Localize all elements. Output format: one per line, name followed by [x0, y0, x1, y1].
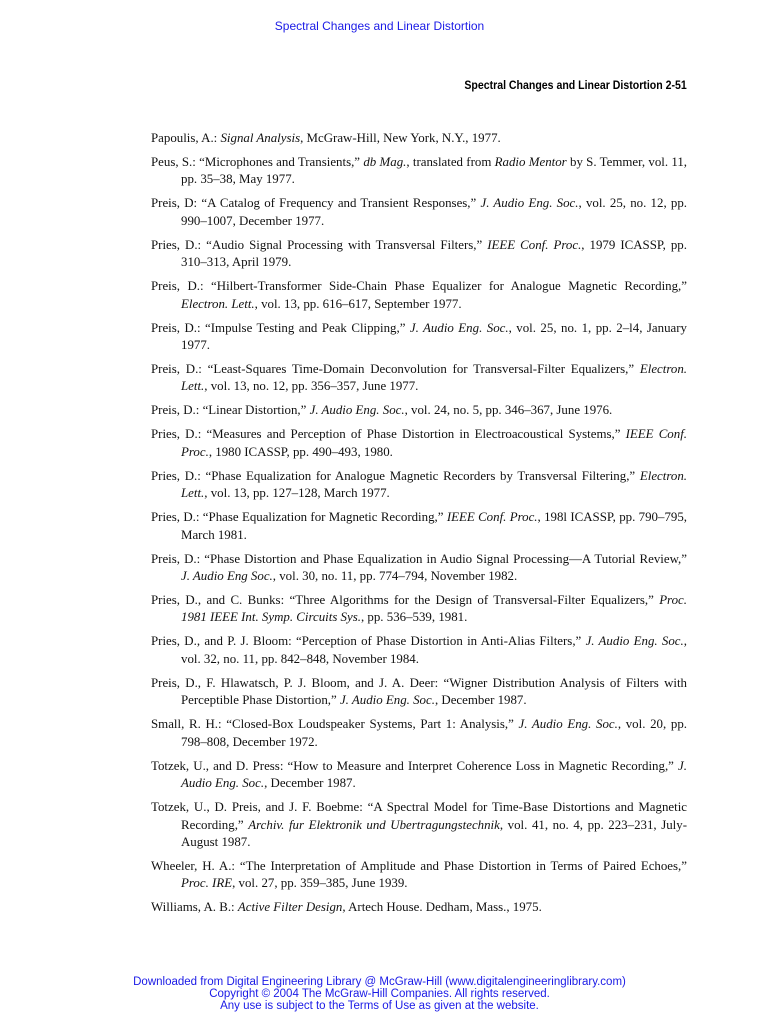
- reference-source-title: J. Audio Eng. Soc.: [409, 320, 509, 335]
- running-head: Spectral Changes and Linear Distortion 2-51: [464, 78, 687, 92]
- reference-text: , translated from: [406, 155, 495, 169]
- reference-item: [151, 237, 687, 272]
- reference-source-title: J. Audio Eng. Soc.: [339, 693, 435, 708]
- reference-item: [151, 154, 687, 189]
- reference-source-title: IEEE Conf. Proc.: [446, 510, 538, 525]
- reference-item: [151, 758, 687, 793]
- reference-text: Preis, D.: “Linear Distortion,”: [151, 403, 310, 418]
- reference-item: [151, 195, 687, 230]
- reference-text: , vol. 13, pp. 616–617, September 1977.: [254, 296, 462, 311]
- reference-item: [151, 592, 687, 627]
- reference-text: Pries, D.: “Audio Signal Processing with Transversal Filters,”: [151, 237, 488, 252]
- reference-source-title: J. Audio Eng Soc.: [181, 569, 273, 584]
- reference-source-title: Archiv. fur Elektronik und Ubertragungstechnik: [248, 817, 500, 832]
- reference-text: , vol. 25, no. 12, pp. 990–1007, December 1977.: [181, 196, 688, 228]
- reference-source-title: J. Audio Eng. Soc.: [480, 196, 579, 211]
- footer-copyright: Copyright © 2004 The McGraw-Hill Companies. All rights reserved.: [209, 988, 550, 1000]
- reference-item: [151, 899, 687, 916]
- reference-source-title: J. Audio Eng. Soc.: [585, 634, 684, 649]
- reference-source-title: J. Audio Eng. Soc.: [518, 717, 618, 732]
- reference-text: Wheeler, H. A.: “The Interpretation of Amplitude and Phase Distortion in Terms of Paired Echoes,”: [151, 858, 687, 873]
- footer-terms-link[interactable]: Any use is subject to the Terms of Use as given at the website.: [220, 1000, 539, 1012]
- reference-text: , vol. 13, no. 12, pp. 356–357, June 1977.: [204, 379, 419, 394]
- reference-source-title: J. Audio Eng. Soc.: [181, 758, 687, 791]
- reference-text: Preis, D.: “Phase Distortion and Phase Equalization in Audio Signal Processing—A Tutorial Review,”: [151, 551, 687, 566]
- reference-source-title: Electron. Lett.: [181, 296, 255, 311]
- reference-source-title: IEEE Conf. Proc.: [181, 427, 688, 459]
- reference-item: [151, 426, 687, 461]
- reference-text: , McGraw-Hill, New York, N.Y., 1977.: [300, 131, 501, 145]
- reference-text: , vol. 27, pp. 359–385, June 1939.: [232, 876, 408, 891]
- reference-source-title: Proc. IRE: [181, 876, 233, 891]
- reference-source-title: IEEE Conf. Proc.: [487, 237, 582, 252]
- reference-text: Papoulis, A.:: [151, 131, 221, 145]
- reference-text: , vol. 30, no. 11, pp. 774–794, November 1982.: [272, 569, 518, 584]
- reference-text: Preis, D: “A Catalog of Frequency and Transient Responses,”: [151, 196, 481, 211]
- header-link[interactable]: Spectral Changes and Linear Distortion: [274, 19, 485, 33]
- reference-text: , vol. 32, no. 11, pp. 842–848, November 1984.: [181, 634, 687, 666]
- footer-download-link[interactable]: Downloaded from Digital Engineering Library @ McGraw-Hill (www.digitalengineeringlibrary.com): [133, 976, 626, 988]
- reference-item: [151, 633, 687, 668]
- reference-text: Preis, D., F. Hlawatsch, P. J. Bloom, and J. A. Deer: “Wigner Distribution Analysis of Filters with Perceptible Phase Distortion,”: [151, 675, 687, 708]
- reference-list: [151, 130, 687, 923]
- reference-text: Pries, D.: “Phase Equalization for Analogue Magnetic Recorders by Transversal Filtering,”: [151, 468, 640, 483]
- reference-text: , December 1987.: [264, 776, 356, 791]
- footer: [0, 976, 759, 1012]
- reference-source-title: db Mag.: [363, 155, 407, 169]
- reference-text: Pries, D.: “Phase Equalization for Magnetic Recording,”: [151, 510, 447, 525]
- reference-text: , vol. 41, no. 4, pp. 223–231, July-August 1987.: [181, 817, 687, 849]
- reference-text: , vol. 25, no. 1, pp. 2–l4, January 1977.: [181, 320, 687, 353]
- reference-source-title: Proc. 1981 IEEE Int. Symp. Circuits Sys.: [181, 593, 687, 625]
- reference-source-title: J. Audio Eng. Soc.: [309, 403, 405, 418]
- reference-item: [151, 320, 687, 355]
- reference-text: Preis, D.: “Impulse Testing and Peak Clipping,”: [151, 320, 410, 335]
- reference-text: by S. Temmer, vol. 11, pp. 35–38, May 1977.: [181, 155, 688, 187]
- reference-text: Preis, D.: “Hilbert-Transformer Side-Chain Phase Equalizer for Analogue Magnetic Recording,”: [151, 279, 687, 294]
- reference-item: [151, 551, 687, 586]
- reference-text: Small, R. H.: “Closed-Box Loudspeaker Systems, Part 1: Analysis,”: [151, 717, 519, 732]
- reference-text: , pp. 536–539, 1981.: [360, 610, 468, 625]
- reference-text: , 198l ICASSP, pp. 790–795, March 1981.: [181, 510, 688, 542]
- reference-source-title: Signal Analysis: [220, 131, 301, 145]
- reference-item: [151, 799, 687, 851]
- reference-text: Williams, A. B.:: [151, 900, 238, 915]
- reference-text: , vol. 13, pp. 127–128, March 1977.: [204, 486, 390, 501]
- reference-text: Pries, D., and P. J. Bloom: “Perception of Phase Distortion in Anti-Alias Filters,”: [151, 634, 586, 649]
- reference-item: [151, 509, 687, 544]
- reference-source-title: Radio Mentor: [494, 155, 567, 169]
- reference-item: [151, 858, 687, 893]
- reference-item: [151, 468, 687, 503]
- reference-text: Totzek, U., D. Preis, and J. F. Boebme: “A Spectral Model for Time-Base Distortions and Magnetic Recording,”: [151, 800, 687, 832]
- reference-item: [151, 402, 687, 419]
- reference-item: [151, 130, 687, 147]
- reference-text: , vol. 24, no. 5, pp. 346–367, June 1976.: [404, 403, 613, 418]
- reference-text: Peus, S.: “Microphones and Transients,”: [151, 155, 364, 169]
- reference-item: [151, 675, 687, 710]
- reference-text: Preis, D.: “Least-Squares Time-Domain Deconvolution for Transversal-Filter Equalizers,”: [151, 362, 640, 377]
- reference-text: Totzek, U., and D. Press: “How to Measure and Interpret Coherence Loss in Magnetic Recording,”: [151, 758, 679, 773]
- reference-item: [151, 361, 687, 396]
- reference-text: Pries, D.: “Measures and Perception of Phase Distortion in Electroacoustical Systems,”: [151, 427, 626, 442]
- reference-text: , vol. 20, pp. 798–808, December 1972.: [181, 717, 687, 749]
- reference-text: Pries, D., and C. Bunks: “Three Algorithms for the Design of Transversal-Filter Equalizers,”: [151, 593, 660, 608]
- reference-text: Artech House. Dedham, Mass., 1975.: [345, 900, 542, 915]
- reference-text: , December 1987.: [434, 693, 527, 708]
- reference-text: , 1979 ICASSP, pp. 310–313, April 1979.: [181, 237, 687, 270]
- reference-item: [151, 278, 687, 313]
- reference-source-title: Electron. Lett.: [181, 362, 687, 394]
- reference-text: , 1980 ICASSP, pp. 490–493, 1980.: [208, 444, 393, 459]
- reference-item: [151, 716, 687, 751]
- reference-source-title: Active Filter Design,: [237, 900, 346, 915]
- reference-source-title: Electron. Lett.: [181, 468, 687, 501]
